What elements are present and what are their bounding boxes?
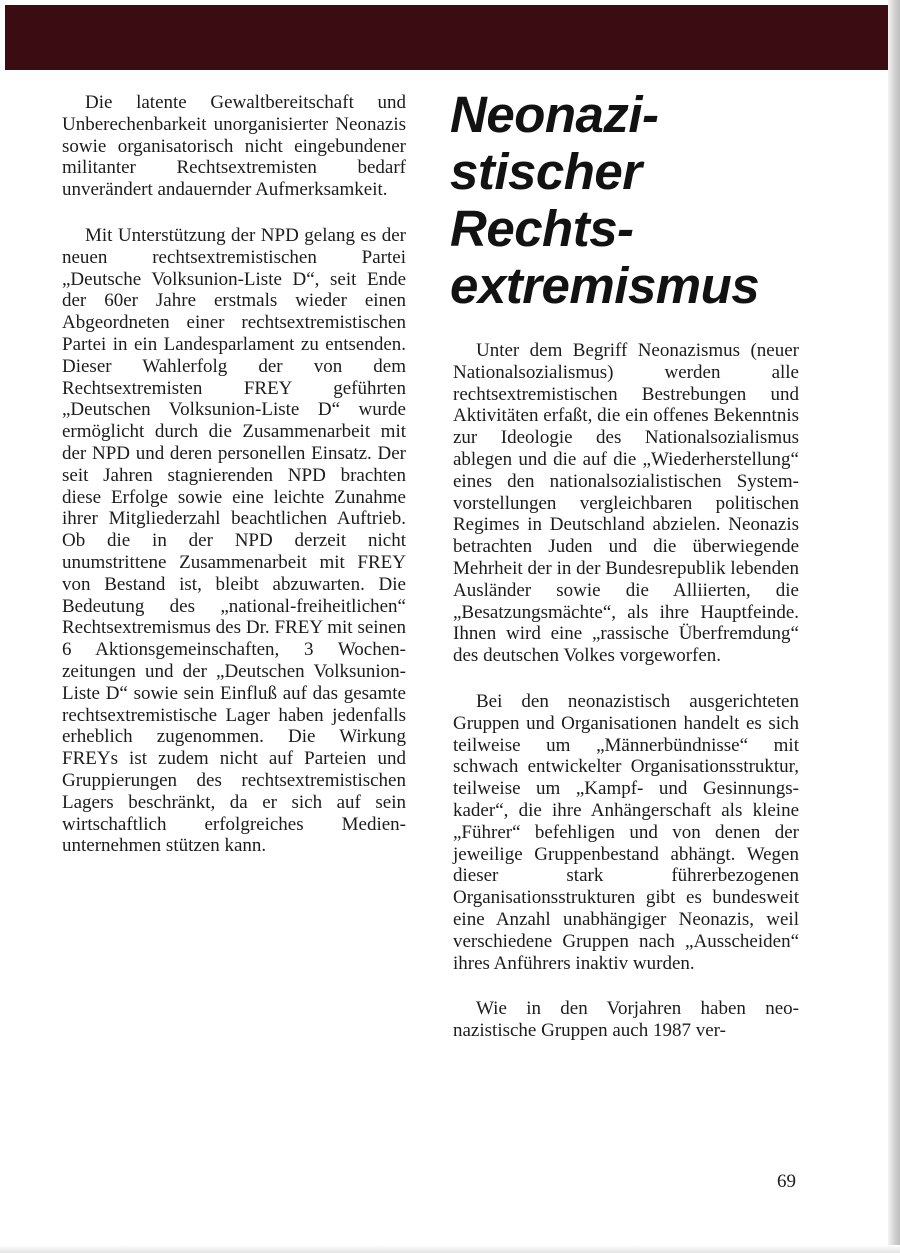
section-title bbox=[450, 86, 830, 314]
right-column bbox=[453, 340, 799, 1042]
paragraph: Mit Unterstützung der NPD gelang es der neuen rechtsextremistischen Partei „Deutsche Volksunion-Liste D“, seit Ende der 60er Jahre erstmals wieder einen Abgeordneten einer rechtsextremistischen Partei in ein Landesparlament zu entsenden. Dieser Wahlerfolg der von dem Rechtsextremisten FREY geführten „Deutschen Volksunion-Liste D“ wurde ermöglicht durch die Zusammenarbeit mit der NPD und deren personellen Einsatz. Der seit Jahren stagnierenden NPD brachten diese Erfolge sowie eine leichte Zunahme ihrer Mitgliederzahl beachtlichen Auftrieb. Ob die in der NPD derzeit nicht unumstrittene Zusammenarbeit mit FREY von Bestand ist, bleibt abzuwarten. Die Bedeutung des „national-freiheitlichen“ Rechtsextremismus des Dr. FREY mit seinen 6 Aktionsgemeinschaften, 3 Wochenzeitungen und der „Deutschen Volksunion-Liste D“ sowie sein Einfluß auf das gesamte rechtsextremistische Lager haben jedenfalls erheblich zugenommen. Die Wirkung FREYs ist zudem nicht auf Parteien und Gruppierungen des rechtsextremistischen Lagers beschränkt, da er sich auf sein wirtschaftlich erfolgreiches Medienunternehmen stützen kann. bbox=[62, 224, 406, 857]
left-column bbox=[62, 92, 406, 857]
page-bottom-edge bbox=[0, 1245, 900, 1253]
title-line: Neonazi- bbox=[450, 86, 659, 143]
title-line: stischer bbox=[450, 143, 642, 200]
title-line: extremismus bbox=[450, 257, 760, 314]
page-number: 69 bbox=[777, 1171, 796, 1192]
title-line: Rechts- bbox=[450, 200, 634, 257]
header-bar bbox=[5, 5, 890, 70]
page-edge-shadow bbox=[888, 0, 900, 1253]
paragraph: Bei den neonazistisch ausgerichteten Gruppen und Organisationen handelt es sich teilweise um „Männerbündnisse“ mit schwach entwickelter Organisationsstruktur, teilweise um „Kampf- und Gesinnungskader“, die ihre Anhängerschaft als kleine „Führer“ befehligen und von denen der jeweilige Gruppenbestand abhängt. Wegen dieser stark führerbezogenen Organisationsstrukturen gibt es bundesweit eine Anzahl unabhängiger Neonazis, weil verschiedene Gruppen nach „Ausscheiden“ ihres Anführers inaktiv wurden. bbox=[453, 690, 799, 974]
paragraph: Wie in den Vorjahren haben neonazistische Gruppen auch 1987 ver- bbox=[453, 998, 799, 1042]
paragraph: Die latente Gewaltbereitschaft und Unberechenbarkeit unorganisierter Neonazis sowie organisatorisch nicht eingebundener militanter Rechtsextremisten bedarf unverändert andauernder Aufmerksamkeit. bbox=[62, 92, 406, 201]
paragraph: Unter dem Begriff Neonazismus (neuer Nationalsozialismus) werden alle rechtsextremistischen Bestrebungen und Aktivitäten erfaßt, die ein offenes Bekenntnis zur Ideologie des Nationalsozialismus ablegen und die auf die „Wiederherstellung“ eines den nationalsozialistischen Systemvorstellungen vergleichbaren politischen Regimes in Deutschland abzielen. Neonazis betrachten Juden und die überwiegende Mehrheit der in der Bundesrepublik lebenden Ausländer sowie die Alliierten, die „Besatzungsmächte“, als ihre Hauptfeinde. Ihnen wird eine „rassische Überfremdung“ des deutschen Volkes vorgeworfen. bbox=[453, 340, 799, 667]
